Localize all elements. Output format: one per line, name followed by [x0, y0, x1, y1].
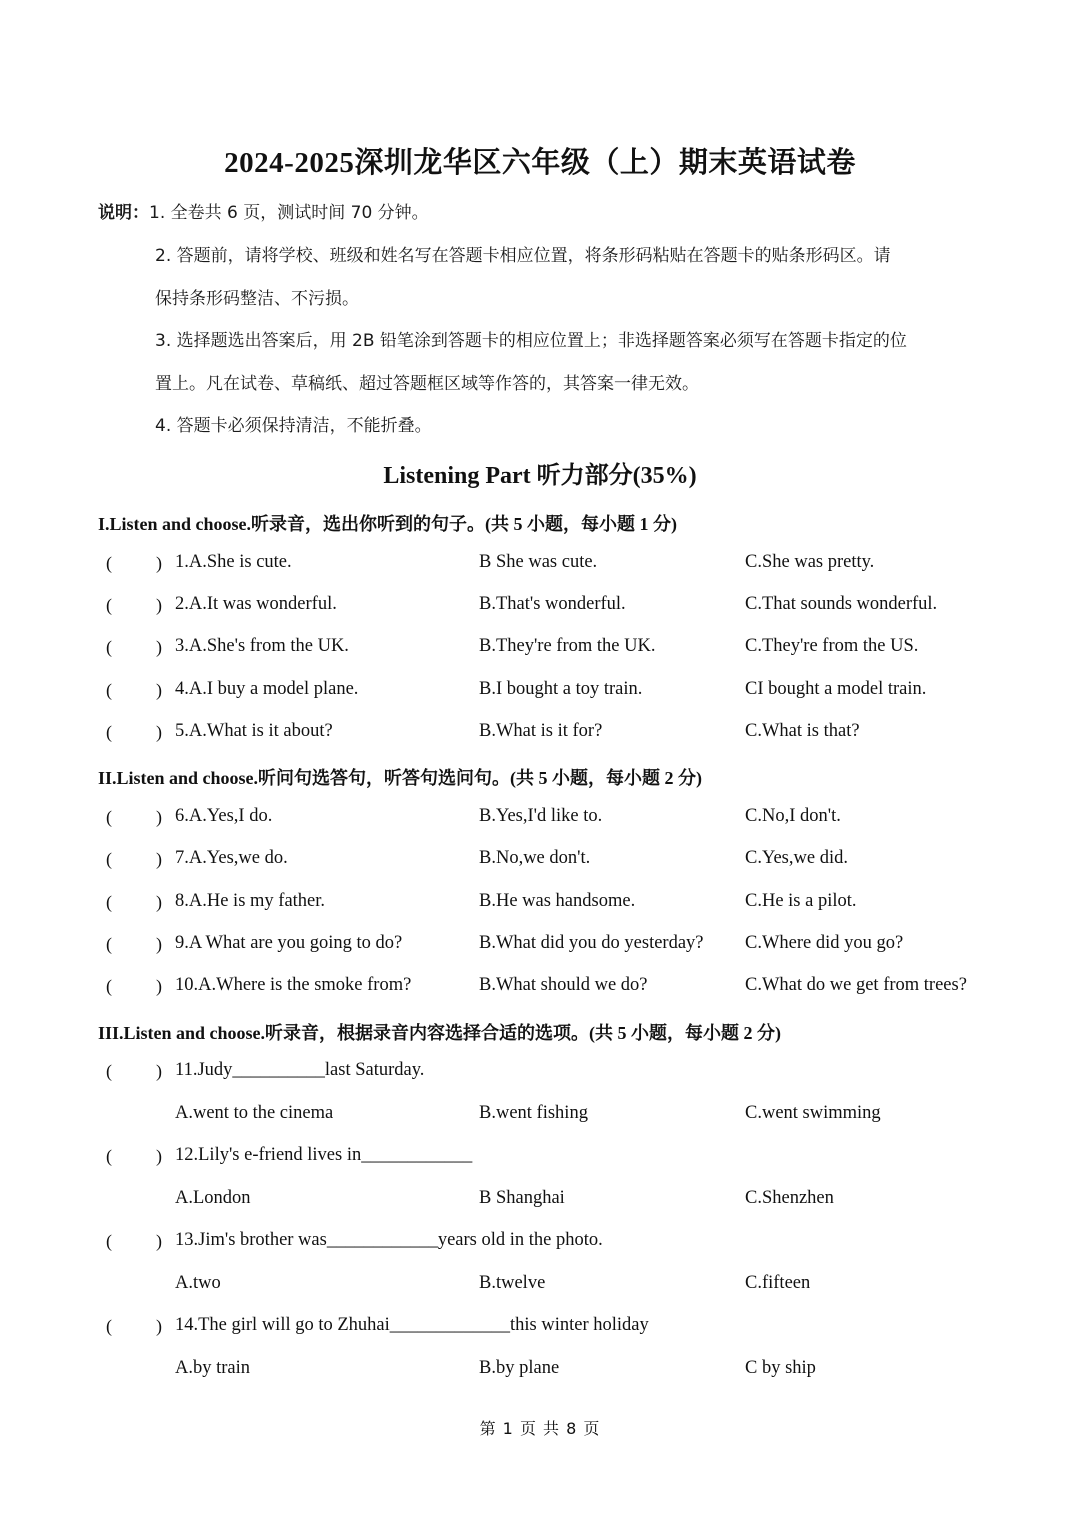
option-b: B.What did you do yesterday?: [479, 933, 704, 953]
answer-paren-close: ): [156, 1316, 162, 1336]
answer-paren-close: ): [156, 1061, 162, 1081]
answer-paren-close: ): [156, 892, 162, 912]
section-3-heading: III.Listen and choose.听录音，根据录音内容选择合适的选项。(共 5 小题，每小题 2 分): [98, 1023, 782, 1043]
answer-paren-open: (: [106, 1231, 112, 1251]
question-stem: 8.A.He is my father.: [175, 891, 326, 911]
instruction-2b: 保持条形码整洁、不污损。: [155, 289, 359, 309]
option-a: A.two: [175, 1273, 221, 1293]
option-b: B.He was handsome.: [479, 891, 636, 911]
answer-paren-close: ): [156, 637, 162, 657]
question-stem: 13.Jim's brother was____________years old in the photo.: [175, 1230, 603, 1250]
answer-paren-close: ): [156, 595, 162, 615]
page-title: 2024-2025深圳龙华区六年级（上）期末英语试卷: [224, 147, 856, 179]
question-stem: 2.A.It was wonderful.: [175, 594, 337, 614]
option-c: C.fifteen: [745, 1273, 811, 1293]
option-b: B.They're from the UK.: [479, 636, 656, 656]
question-stem: 1.A.She is cute.: [175, 552, 292, 572]
instruction-1: 1. 全卷共 6 页，测试时间 70 分钟。: [149, 203, 429, 223]
answer-paren-close: ): [156, 807, 162, 827]
option-b: B.went fishing: [479, 1103, 588, 1123]
option-c: C.She was pretty.: [745, 552, 875, 572]
option-c: CI bought a model train.: [745, 679, 927, 699]
instruction-2a: 2. 答题前，请将学校、班级和姓名写在答题卡相应位置，将条形码粘贴在答题卡的贴条形码区。请: [155, 246, 891, 266]
option-b: B Shanghai: [479, 1188, 565, 1208]
question-stem: 3.A.She's from the UK.: [175, 636, 349, 656]
option-a: A.went to the cinema: [175, 1103, 334, 1123]
answer-paren-open: (: [106, 595, 112, 615]
answer-paren-close: ): [156, 1231, 162, 1251]
answer-paren-open: (: [106, 1146, 112, 1166]
option-b: B.No,we don't.: [479, 848, 591, 868]
answer-paren-open: (: [106, 976, 112, 996]
answer-paren-open: (: [106, 1061, 112, 1081]
answer-paren-close: ): [156, 553, 162, 573]
instruction-3a: 3. 选择题选出答案后，用 2B 铅笔涂到答题卡的相应位置上；非选择题答案必须写在答题卡指定的位: [155, 331, 907, 351]
question-stem: 9.A What are you going to do?: [175, 933, 403, 953]
option-c: C.Where did you go?: [745, 933, 904, 953]
option-b: B.What should we do?: [479, 975, 648, 995]
option-c: C by ship: [745, 1358, 816, 1378]
answer-paren-open: (: [106, 892, 112, 912]
question-stem: 4.A.I buy a model plane.: [175, 679, 359, 699]
option-c: C.They're from the US.: [745, 636, 919, 656]
option-a: A.London: [175, 1188, 251, 1208]
instruction-3b: 置上。凡在试卷、草稿纸、超过答题框区域等作答的，其答案一律无效。: [155, 374, 699, 394]
option-c: C.That sounds wonderful.: [745, 594, 938, 614]
answer-paren-open: (: [106, 553, 112, 573]
option-c: C.What do we get from trees?: [745, 975, 967, 995]
option-b: B.What is it for?: [479, 721, 603, 741]
answer-paren-open: (: [106, 637, 112, 657]
question-stem: 7.A.Yes,we do.: [175, 848, 288, 868]
part-title: Listening Part 听力部分(35%): [383, 463, 697, 489]
answer-paren-open: (: [106, 680, 112, 700]
option-b: B.I bought a toy train.: [479, 679, 643, 699]
option-a: A.by train: [175, 1358, 251, 1378]
option-c: C.He is a pilot.: [745, 891, 857, 911]
option-b: B.by plane: [479, 1358, 560, 1378]
option-b: B.twelve: [479, 1273, 546, 1293]
question-stem: 14.The girl will go to Zhuhai_____________this winter holiday: [175, 1315, 649, 1335]
answer-paren-close: ): [156, 849, 162, 869]
answer-paren-open: (: [106, 722, 112, 742]
answer-paren-open: (: [106, 1316, 112, 1336]
instructions-line1: [98, 198, 429, 223]
option-c: C.No,I don't.: [745, 806, 841, 826]
answer-paren-close: ): [156, 1146, 162, 1166]
question-stem: 10.A.Where is the smoke from?: [175, 975, 412, 995]
section-2-heading: II.Listen and choose.听问句选答句，听答句选问句。(共 5 小题，每小题 2 分): [98, 768, 703, 788]
option-b: B.Yes,I'd like to.: [479, 806, 603, 826]
answer-paren-open: (: [106, 934, 112, 954]
question-stem: 12.Lily's e-friend lives in____________: [175, 1145, 473, 1165]
option-c: C.Shenzhen: [745, 1188, 834, 1208]
answer-paren-close: ): [156, 934, 162, 954]
answer-paren-open: (: [106, 807, 112, 827]
option-c: C.went swimming: [745, 1103, 881, 1123]
option-b: B.That's wonderful.: [479, 594, 626, 614]
instruction-4: 4. 答题卡必须保持清洁，不能折叠。: [155, 416, 432, 436]
section-1-heading: I.Listen and choose.听录音，选出你听到的句子。(共 5 小题，每小题 1 分): [98, 514, 678, 534]
answer-paren-close: ): [156, 722, 162, 742]
option-c: C.What is that?: [745, 721, 860, 741]
option-c: C.Yes,we did.: [745, 848, 848, 868]
question-stem: 11.Judy__________last Saturday.: [175, 1060, 425, 1080]
answer-paren-open: (: [106, 849, 112, 869]
answer-paren-close: ): [156, 680, 162, 700]
page-footer: 第 1 页 共 8 页: [479, 1419, 601, 1438]
option-b: B She was cute.: [479, 552, 598, 572]
answer-paren-close: ): [156, 976, 162, 996]
question-stem: 5.A.What is it about?: [175, 721, 333, 741]
instructions-label: 说明：: [98, 203, 149, 223]
question-stem: 6.A.Yes,I do.: [175, 806, 273, 826]
